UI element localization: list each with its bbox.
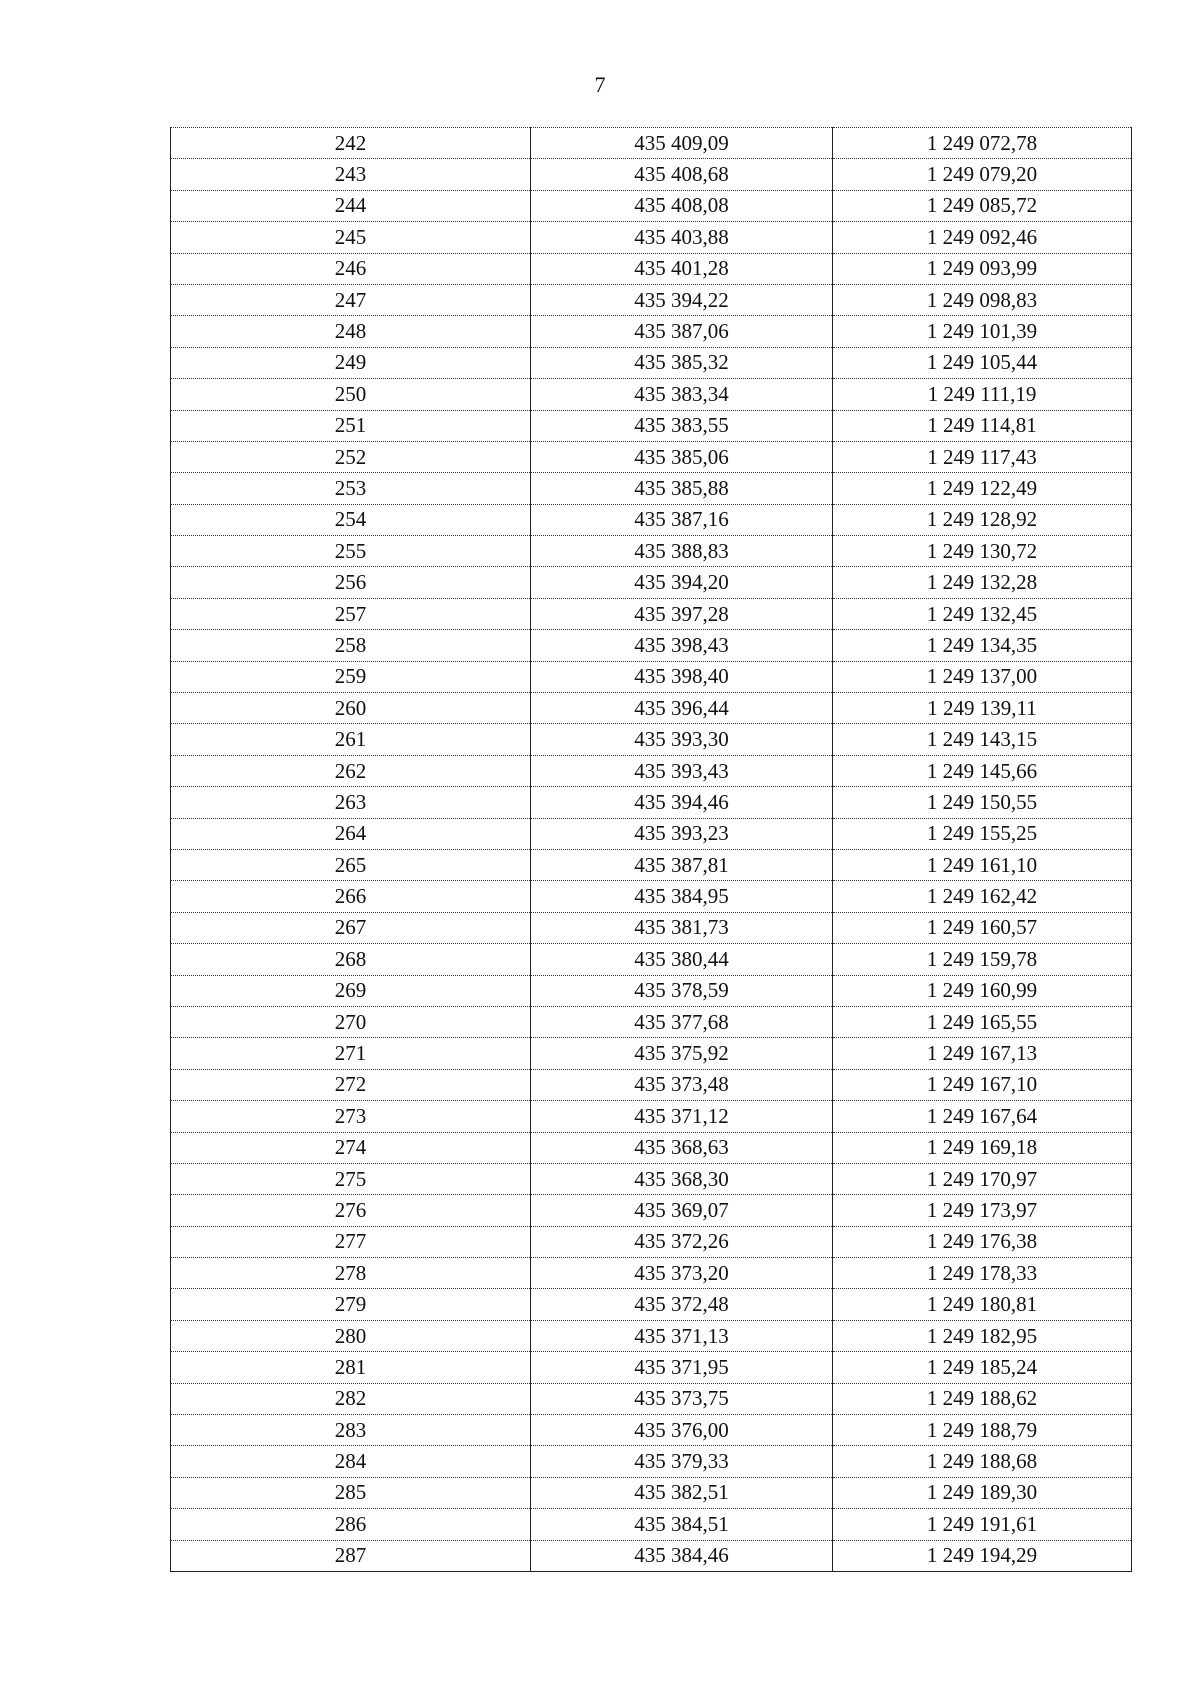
x-coordinate-cell: 435 401,28 xyxy=(531,253,833,284)
point-number-cell: 266 xyxy=(171,881,531,912)
x-coordinate-cell: 435 393,43 xyxy=(531,755,833,786)
table-row xyxy=(171,1038,1132,1069)
point-number-cell: 271 xyxy=(171,1038,531,1069)
x-coordinate-cell: 435 398,43 xyxy=(531,630,833,661)
x-coordinate-cell: 435 368,63 xyxy=(531,1132,833,1163)
table-row xyxy=(171,1509,1132,1540)
table-row xyxy=(171,1383,1132,1414)
point-number-cell: 284 xyxy=(171,1446,531,1477)
x-coordinate-cell: 435 371,12 xyxy=(531,1101,833,1132)
table-row xyxy=(171,190,1132,221)
x-coordinate-cell: 435 378,59 xyxy=(531,975,833,1006)
x-coordinate-cell: 435 396,44 xyxy=(531,693,833,724)
table-row xyxy=(171,630,1132,661)
table-row xyxy=(171,881,1132,912)
y-coordinate-cell: 1 249 165,55 xyxy=(833,1006,1132,1037)
table-row xyxy=(171,661,1132,692)
x-coordinate-cell: 435 383,55 xyxy=(531,410,833,441)
y-coordinate-cell: 1 249 185,24 xyxy=(833,1352,1132,1383)
point-number-cell: 267 xyxy=(171,912,531,943)
table-row xyxy=(171,410,1132,441)
point-number-cell: 286 xyxy=(171,1509,531,1540)
y-coordinate-cell: 1 249 150,55 xyxy=(833,787,1132,818)
point-number-cell: 262 xyxy=(171,755,531,786)
x-coordinate-cell: 435 381,73 xyxy=(531,912,833,943)
y-coordinate-cell: 1 249 101,39 xyxy=(833,316,1132,347)
point-number-cell: 243 xyxy=(171,159,531,190)
point-number-cell: 251 xyxy=(171,410,531,441)
x-coordinate-cell: 435 382,51 xyxy=(531,1477,833,1508)
x-coordinate-cell: 435 394,20 xyxy=(531,567,833,598)
table-row xyxy=(171,1163,1132,1194)
x-coordinate-cell: 435 376,00 xyxy=(531,1415,833,1446)
point-number-cell: 248 xyxy=(171,316,531,347)
y-coordinate-cell: 1 249 167,13 xyxy=(833,1038,1132,1069)
y-coordinate-cell: 1 249 194,29 xyxy=(833,1540,1132,1571)
point-number-cell: 263 xyxy=(171,787,531,818)
x-coordinate-cell: 435 387,81 xyxy=(531,849,833,880)
x-coordinate-cell: 435 385,88 xyxy=(531,473,833,504)
point-number-cell: 255 xyxy=(171,536,531,567)
point-number-cell: 253 xyxy=(171,473,531,504)
point-number-cell: 283 xyxy=(171,1415,531,1446)
point-number-cell: 272 xyxy=(171,1069,531,1100)
table-row xyxy=(171,787,1132,818)
y-coordinate-cell: 1 249 188,68 xyxy=(833,1446,1132,1477)
table-row xyxy=(171,1258,1132,1289)
x-coordinate-cell: 435 408,08 xyxy=(531,190,833,221)
x-coordinate-cell: 435 380,44 xyxy=(531,944,833,975)
x-coordinate-cell: 435 385,06 xyxy=(531,441,833,472)
x-coordinate-cell: 435 377,68 xyxy=(531,1006,833,1037)
coordinates-table-body xyxy=(171,128,1132,1572)
point-number-cell: 265 xyxy=(171,849,531,880)
table-row xyxy=(171,1101,1132,1132)
y-coordinate-cell: 1 249 188,79 xyxy=(833,1415,1132,1446)
x-coordinate-cell: 435 373,48 xyxy=(531,1069,833,1100)
point-number-cell: 259 xyxy=(171,661,531,692)
x-coordinate-cell: 435 384,95 xyxy=(531,881,833,912)
point-number-cell: 244 xyxy=(171,190,531,221)
x-coordinate-cell: 435 403,88 xyxy=(531,222,833,253)
point-number-cell: 275 xyxy=(171,1163,531,1194)
table-row xyxy=(171,944,1132,975)
x-coordinate-cell: 435 387,16 xyxy=(531,504,833,535)
x-coordinate-cell: 435 373,20 xyxy=(531,1258,833,1289)
x-coordinate-cell: 435 408,68 xyxy=(531,159,833,190)
table-row xyxy=(171,222,1132,253)
y-coordinate-cell: 1 249 132,28 xyxy=(833,567,1132,598)
y-coordinate-cell: 1 249 105,44 xyxy=(833,347,1132,378)
table-row xyxy=(171,159,1132,190)
y-coordinate-cell: 1 249 188,62 xyxy=(833,1383,1132,1414)
x-coordinate-cell: 435 372,48 xyxy=(531,1289,833,1320)
table-row xyxy=(171,441,1132,472)
point-number-cell: 247 xyxy=(171,284,531,315)
y-coordinate-cell: 1 249 128,92 xyxy=(833,504,1132,535)
y-coordinate-cell: 1 249 189,30 xyxy=(833,1477,1132,1508)
table-row xyxy=(171,1320,1132,1351)
point-number-cell: 279 xyxy=(171,1289,531,1320)
point-number-cell: 268 xyxy=(171,944,531,975)
table-row xyxy=(171,567,1132,598)
y-coordinate-cell: 1 249 161,10 xyxy=(833,849,1132,880)
table-row xyxy=(171,1006,1132,1037)
table-row xyxy=(171,849,1132,880)
table-row xyxy=(171,536,1132,567)
y-coordinate-cell: 1 249 191,61 xyxy=(833,1509,1132,1540)
point-number-cell: 273 xyxy=(171,1101,531,1132)
x-coordinate-cell: 435 371,95 xyxy=(531,1352,833,1383)
y-coordinate-cell: 1 249 132,45 xyxy=(833,598,1132,629)
point-number-cell: 270 xyxy=(171,1006,531,1037)
x-coordinate-cell: 435 388,83 xyxy=(531,536,833,567)
table-row xyxy=(171,1069,1132,1100)
point-number-cell: 254 xyxy=(171,504,531,535)
table-row xyxy=(171,1477,1132,1508)
point-number-cell: 252 xyxy=(171,441,531,472)
y-coordinate-cell: 1 249 160,57 xyxy=(833,912,1132,943)
x-coordinate-cell: 435 384,46 xyxy=(531,1540,833,1571)
point-number-cell: 278 xyxy=(171,1258,531,1289)
x-coordinate-cell: 435 398,40 xyxy=(531,661,833,692)
coordinates-table xyxy=(170,127,1132,1572)
point-number-cell: 257 xyxy=(171,598,531,629)
y-coordinate-cell: 1 249 182,95 xyxy=(833,1320,1132,1351)
x-coordinate-cell: 435 387,06 xyxy=(531,316,833,347)
table-row xyxy=(171,128,1132,159)
y-coordinate-cell: 1 249 117,43 xyxy=(833,441,1132,472)
y-coordinate-cell: 1 249 160,99 xyxy=(833,975,1132,1006)
point-number-cell: 246 xyxy=(171,253,531,284)
y-coordinate-cell: 1 249 114,81 xyxy=(833,410,1132,441)
x-coordinate-cell: 435 383,34 xyxy=(531,379,833,410)
table-row xyxy=(171,1195,1132,1226)
point-number-cell: 250 xyxy=(171,379,531,410)
y-coordinate-cell: 1 249 176,38 xyxy=(833,1226,1132,1257)
table-row xyxy=(171,912,1132,943)
table-row xyxy=(171,379,1132,410)
y-coordinate-cell: 1 249 178,33 xyxy=(833,1258,1132,1289)
table-row xyxy=(171,1132,1132,1163)
y-coordinate-cell: 1 249 085,72 xyxy=(833,190,1132,221)
table-row xyxy=(171,1446,1132,1477)
point-number-cell: 280 xyxy=(171,1320,531,1351)
table-row xyxy=(171,473,1132,504)
y-coordinate-cell: 1 249 143,15 xyxy=(833,724,1132,755)
table-row xyxy=(171,975,1132,1006)
x-coordinate-cell: 435 373,75 xyxy=(531,1383,833,1414)
point-number-cell: 260 xyxy=(171,693,531,724)
point-number-cell: 269 xyxy=(171,975,531,1006)
x-coordinate-cell: 435 385,32 xyxy=(531,347,833,378)
point-number-cell: 282 xyxy=(171,1383,531,1414)
y-coordinate-cell: 1 249 162,42 xyxy=(833,881,1132,912)
table-row xyxy=(171,1226,1132,1257)
point-number-cell: 274 xyxy=(171,1132,531,1163)
table-row xyxy=(171,1352,1132,1383)
y-coordinate-cell: 1 249 180,81 xyxy=(833,1289,1132,1320)
table-row xyxy=(171,693,1132,724)
y-coordinate-cell: 1 249 139,11 xyxy=(833,693,1132,724)
point-number-cell: 258 xyxy=(171,630,531,661)
y-coordinate-cell: 1 249 098,83 xyxy=(833,284,1132,315)
x-coordinate-cell: 435 409,09 xyxy=(531,128,833,159)
point-number-cell: 264 xyxy=(171,818,531,849)
y-coordinate-cell: 1 249 130,72 xyxy=(833,536,1132,567)
table-row xyxy=(171,1289,1132,1320)
y-coordinate-cell: 1 249 167,64 xyxy=(833,1101,1132,1132)
y-coordinate-cell: 1 249 111,19 xyxy=(833,379,1132,410)
point-number-cell: 261 xyxy=(171,724,531,755)
table-row xyxy=(171,755,1132,786)
x-coordinate-cell: 435 368,30 xyxy=(531,1163,833,1194)
table-row xyxy=(171,818,1132,849)
y-coordinate-cell: 1 249 159,78 xyxy=(833,944,1132,975)
page-number: 7 xyxy=(594,72,606,97)
point-number-cell: 256 xyxy=(171,567,531,598)
x-coordinate-cell: 435 375,92 xyxy=(531,1038,833,1069)
y-coordinate-cell: 1 249 167,10 xyxy=(833,1069,1132,1100)
y-coordinate-cell: 1 249 093,99 xyxy=(833,253,1132,284)
y-coordinate-cell: 1 249 137,00 xyxy=(833,661,1132,692)
y-coordinate-cell: 1 249 173,97 xyxy=(833,1195,1132,1226)
x-coordinate-cell: 435 397,28 xyxy=(531,598,833,629)
x-coordinate-cell: 435 394,22 xyxy=(531,284,833,315)
x-coordinate-cell: 435 372,26 xyxy=(531,1226,833,1257)
table-row xyxy=(171,1415,1132,1446)
table-row xyxy=(171,504,1132,535)
x-coordinate-cell: 435 371,13 xyxy=(531,1320,833,1351)
point-number-cell: 285 xyxy=(171,1477,531,1508)
table-row xyxy=(171,724,1132,755)
y-coordinate-cell: 1 249 169,18 xyxy=(833,1132,1132,1163)
table-row xyxy=(171,347,1132,378)
point-number-cell: 242 xyxy=(171,128,531,159)
y-coordinate-cell: 1 249 170,97 xyxy=(833,1163,1132,1194)
y-coordinate-cell: 1 249 072,78 xyxy=(833,128,1132,159)
point-number-cell: 281 xyxy=(171,1352,531,1383)
table-row xyxy=(171,284,1132,315)
y-coordinate-cell: 1 249 079,20 xyxy=(833,159,1132,190)
table-row xyxy=(171,598,1132,629)
x-coordinate-cell: 435 393,23 xyxy=(531,818,833,849)
point-number-cell: 277 xyxy=(171,1226,531,1257)
y-coordinate-cell: 1 249 122,49 xyxy=(833,473,1132,504)
point-number-cell: 245 xyxy=(171,222,531,253)
y-coordinate-cell: 1 249 155,25 xyxy=(833,818,1132,849)
table-row xyxy=(171,1540,1132,1571)
point-number-cell: 249 xyxy=(171,347,531,378)
y-coordinate-cell: 1 249 134,35 xyxy=(833,630,1132,661)
table-row xyxy=(171,316,1132,347)
point-number-cell: 276 xyxy=(171,1195,531,1226)
y-coordinate-cell: 1 249 145,66 xyxy=(833,755,1132,786)
x-coordinate-cell: 435 379,33 xyxy=(531,1446,833,1477)
table-row xyxy=(171,253,1132,284)
x-coordinate-cell: 435 394,46 xyxy=(531,787,833,818)
y-coordinate-cell: 1 249 092,46 xyxy=(833,222,1132,253)
x-coordinate-cell: 435 369,07 xyxy=(531,1195,833,1226)
point-number-cell: 287 xyxy=(171,1540,531,1571)
x-coordinate-cell: 435 393,30 xyxy=(531,724,833,755)
x-coordinate-cell: 435 384,51 xyxy=(531,1509,833,1540)
